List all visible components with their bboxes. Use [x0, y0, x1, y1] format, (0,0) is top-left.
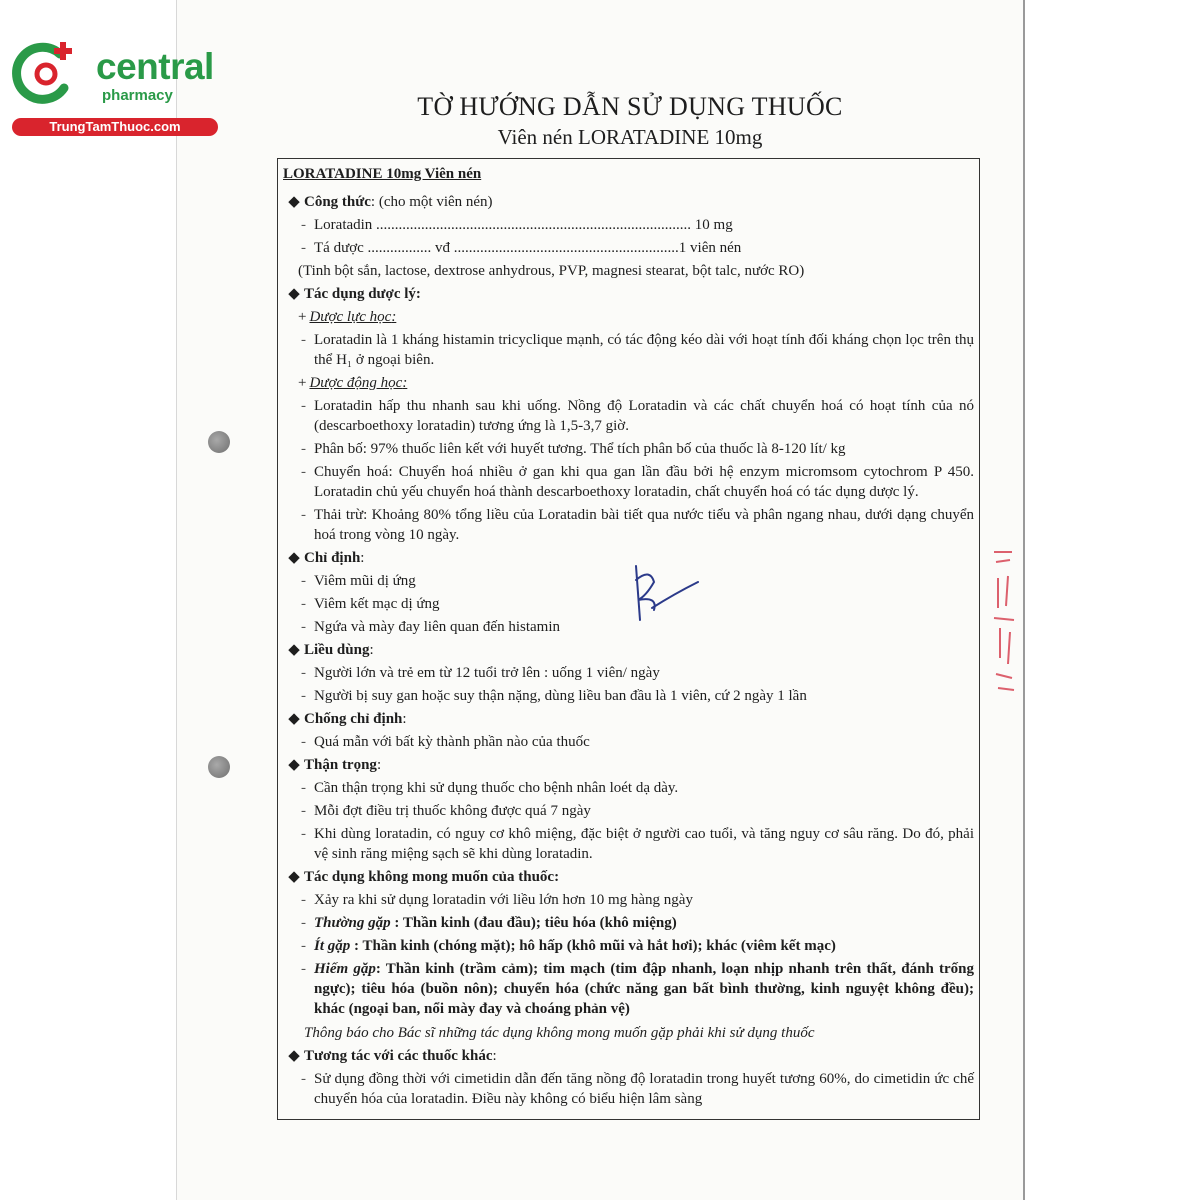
punch-hole — [208, 756, 230, 778]
diamond-bullet-icon: ◆ — [288, 711, 300, 727]
list-item: - Thải trừ: Khoảng 80% tổng liều của Loratadin bài tiết qua nước tiểu và phân ngang nhau, dưới dạng chuyển hoá trong vòng 10 ngày. — [301, 507, 974, 543]
list-item: - Cần thận trọng khi sử dụng thuốc cho bệnh nhân loét dạ dày. — [301, 780, 679, 796]
leaflet-box — [277, 158, 980, 1120]
section-note: : (cho một viên nén) — [370, 194, 493, 210]
section-heading: Chống chỉ định — [304, 711, 403, 727]
central-pharmacy-logo-icon — [10, 38, 82, 110]
frequency-label: Thường gặp — [314, 915, 391, 931]
diamond-bullet-icon: ◆ — [288, 550, 300, 566]
list-item: - Phân bố: 97% thuốc liên kết với huyết tương. Thể tích phân bố của thuốc là 8-120 lít/ kg — [301, 441, 846, 457]
section-dosage: ◆ Liều dùng : — [284, 640, 974, 660]
brand-name: central — [96, 46, 214, 87]
section-heading: Chỉ định — [304, 550, 361, 566]
leaflet-content — [284, 189, 974, 1109]
list-item: - Loratadin là 1 kháng histamin tricyclique mạnh, có tác động kéo dài với hoạt tính đối kháng chọn lọc trên thụ thể H₁ ở ngoại biên. — [301, 332, 974, 368]
box-header: LORATADINE 10mg Viên nén — [283, 166, 482, 182]
document-subtitle: Viên nén LORATADINE 10mg — [497, 125, 763, 149]
frequency-label: Hiếm gặp — [314, 961, 376, 977]
section-heading: Tác dụng dược lý: — [304, 286, 421, 302]
list-item: - Người bị suy gan hoặc suy thận nặng, dùng liều ban đầu là 1 viên, cứ 2 ngày 1 lần — [301, 688, 807, 704]
diamond-bullet-icon: ◆ — [288, 642, 300, 658]
pharmacy-logo[interactable] — [10, 38, 220, 138]
subheading-pharmacokinetics: + Dược động học: — [298, 375, 408, 391]
section-heading: Thận trọng — [304, 757, 377, 773]
list-item: - Tá dược ................. vđ ............................................................1 viên nén — [301, 240, 742, 256]
section-heading: Công thức — [304, 194, 371, 210]
section-interactions: ◆ Tương tác với các thuốc khác : — [284, 1046, 974, 1066]
section-indications: ◆ Chỉ định : — [284, 548, 974, 568]
punch-hole — [208, 431, 230, 453]
list-item: - Loratadin hấp thu nhanh sau khi uống. Nồng độ Loratadin và các chất chuyển hoá có hoạt tính của nó (descarboethoxy loratadin) tương ứng là 1,5-3,7 giờ. — [301, 398, 974, 434]
list-item: - Viêm mũi dị ứng — [301, 573, 416, 589]
list-item: - Thường gặp : Thần kinh (đau đầu); tiêu hóa (khô miệng) — [301, 915, 677, 931]
list-item: - Quá mẫn với bất kỳ thành phần nào của thuốc — [301, 734, 590, 750]
list-item: - Hiếm gặp: Thần kinh (trầm cảm); tim mạch (tim đập nhanh, loạn nhịp nhanh trên thất, đánh trống ngực); tiêu hóa (buồn nôn); chuyển hóa (chức năng gan bất bình thường, kinh nguyệt không đều); khác (ngoại ban, nổi mày đay và choáng phản vệ) — [301, 961, 974, 1017]
list-item: - Mỗi đợt điều trị thuốc không được quá 7 ngày — [301, 803, 591, 819]
section-contraindications: ◆ Chống chỉ định : — [284, 709, 974, 729]
frequency-label: Ít gặp — [314, 938, 351, 954]
excipients-note: (Tinh bột sắn, lactose, dextrose anhydrous, PVP, magnesi stearat, bột talc, nước RO) — [298, 263, 805, 279]
list-item: - Khi dùng loratadin, có nguy cơ khô miệng, đặc biệt ở người cao tuổi, và tăng nguy cơ sâu răng. Do đó, phải vệ sinh răng miệng sạch sẽ khi dùng loratadin. — [301, 826, 974, 862]
section-side-effects — [284, 867, 974, 887]
section-formula — [284, 192, 974, 212]
list-item: - Ngứa và mày đay liên quan đến histamin — [301, 619, 560, 635]
brand-url[interactable]: TrungTamThuoc.com — [12, 118, 218, 136]
section-pharmacology — [284, 284, 974, 304]
diamond-bullet-icon: ◆ — [288, 757, 300, 773]
section-heading: Liều dùng — [304, 642, 370, 658]
brand-subtitle: pharmacy — [102, 87, 173, 104]
section-heading: Tác dụng không mong muốn của thuốc: — [304, 869, 560, 885]
document-title: TỜ HƯỚNG DẪN SỬ DỤNG THUỐC — [417, 92, 843, 121]
red-stamp-icon — [988, 548, 1018, 696]
diamond-bullet-icon: ◆ — [288, 869, 300, 885]
list-item: - Viêm kết mạc dị ứng — [301, 596, 440, 612]
diamond-bullet-icon: ◆ — [288, 286, 300, 302]
signature-mark-icon — [628, 560, 708, 630]
diamond-bullet-icon: ◆ — [288, 1048, 300, 1064]
section-precautions: ◆ Thận trọng : — [284, 755, 974, 775]
subheading-pharmacodynamics: + Dược lực học: — [298, 309, 397, 325]
list-item: - Ít gặp : Thần kinh (chóng mặt); hô hấp (khô mũi và hắt hơi); khác (viêm kết mạc) — [301, 938, 836, 954]
list-item: - Sử dụng đồng thời với cimetidin dẫn đến tăng nồng độ loratadin trong huyết tương 60%, do cimetidin ức chế chuyển hóa của loratadin. Điều này không có biểu hiện lâm sàng — [301, 1071, 974, 1107]
section-heading: Tương tác với các thuốc khác — [304, 1048, 493, 1064]
diamond-bullet-icon: ◆ — [288, 194, 300, 210]
list-item: - Loratadin .................................................................................... 10 mg — [301, 217, 733, 233]
list-item: - Xảy ra khi sử dụng loratadin với liều lớn hơn 10 mg hàng ngày — [301, 892, 693, 908]
side-effects-note: Thông báo cho Bác sĩ những tác dụng không mong muốn gặp phải khi sử dụng thuốc — [304, 1025, 815, 1041]
list-item: - Người lớn và trẻ em từ 12 tuổi trở lên : uống 1 viên/ ngày — [301, 665, 660, 681]
list-item: - Chuyển hoá: Chuyển hoá nhiều ở gan khi qua gan lần đầu bởi hệ enzym micromsom cytochrom P 450. Loratadin chủ yếu chuyển hoá thành descarboethoxy loratadin, chất chuyển hoá có tác dụng dược lý. — [301, 464, 974, 500]
